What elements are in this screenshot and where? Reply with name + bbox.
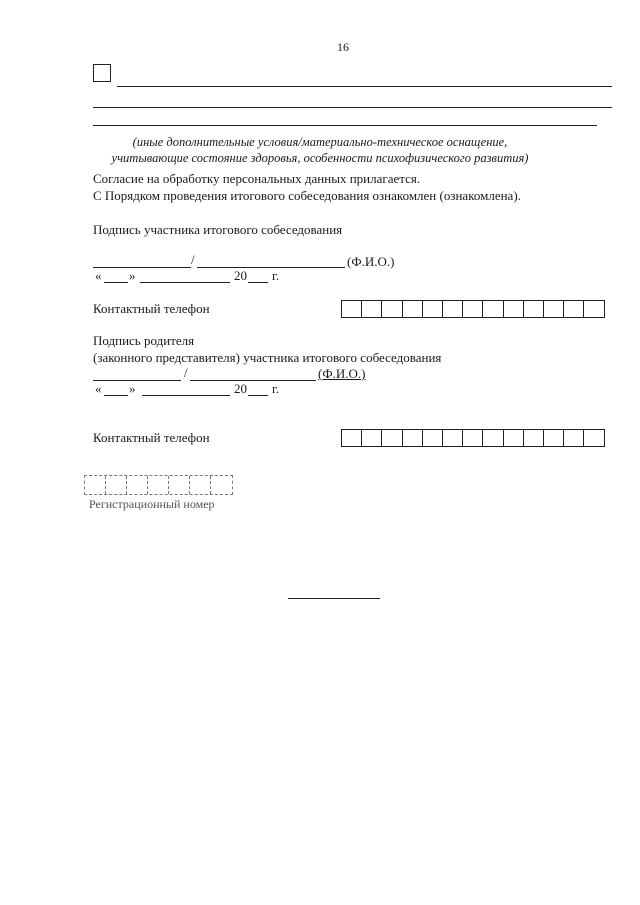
extra-conditions-line-2[interactable] — [93, 107, 612, 108]
participant-day-line[interactable] — [104, 282, 128, 283]
parent-year-line[interactable] — [248, 395, 268, 396]
participant-year-prefix: 20 — [234, 268, 247, 283]
parent-fio-line[interactable] — [190, 380, 316, 381]
participant-signature-label: Подпись участника итогового собеседования — [93, 222, 343, 237]
parent-fio-label: (Ф.И.О.) — [318, 366, 366, 381]
participant-phone-cells[interactable] — [341, 300, 605, 318]
extra-conditions-caption-2: учитывающие состояние здоровья, особенности психофизического развития) — [111, 151, 529, 165]
participant-slash: / — [191, 252, 195, 267]
registration-number-cells[interactable] — [84, 475, 233, 495]
procedure-text: С Порядком проведения итогового собеседования ознакомлен (ознакомлена). — [93, 188, 521, 203]
parent-phone-cells[interactable] — [341, 429, 605, 447]
participant-fio-line[interactable] — [197, 267, 345, 268]
extra-conditions-checkbox[interactable] — [93, 64, 111, 82]
participant-month-line[interactable] — [140, 282, 230, 283]
registration-number-label: Регистрационный номер — [89, 497, 215, 511]
parent-date-open: « — [95, 381, 102, 396]
participant-phone-label: Контактный телефон — [93, 301, 210, 316]
participant-date-open: « — [95, 268, 102, 283]
parent-day-line[interactable] — [104, 395, 128, 396]
page-number: 16 — [337, 40, 349, 54]
parent-phone-label: Контактный телефон — [93, 430, 210, 445]
parent-signature-line[interactable] — [93, 380, 181, 381]
parent-date-close: » — [129, 381, 136, 396]
consent-text: Согласие на обработку персональных данных прилагается. — [93, 171, 421, 186]
extra-conditions-line-3[interactable] — [93, 125, 597, 126]
end-separator — [288, 598, 380, 599]
parent-year-suffix: г. — [272, 381, 280, 396]
extra-conditions-line-1[interactable] — [117, 86, 612, 87]
participant-year-line[interactable] — [248, 282, 268, 283]
parent-slash: / — [184, 365, 188, 380]
participant-year-suffix: г. — [272, 268, 280, 283]
extra-conditions-caption-1: (иные дополнительные условия/материально-техническое оснащение, — [132, 135, 508, 149]
parent-year-prefix: 20 — [234, 381, 247, 396]
participant-signature-line[interactable] — [93, 267, 191, 268]
parent-signature-label-2: (законного представителя) участника итогового собеседования — [93, 350, 442, 365]
parent-month-line[interactable] — [142, 395, 230, 396]
participant-fio-label: (Ф.И.О.) — [347, 254, 395, 269]
participant-date-close: » — [129, 268, 136, 283]
parent-signature-label-1: Подпись родителя — [93, 333, 195, 348]
